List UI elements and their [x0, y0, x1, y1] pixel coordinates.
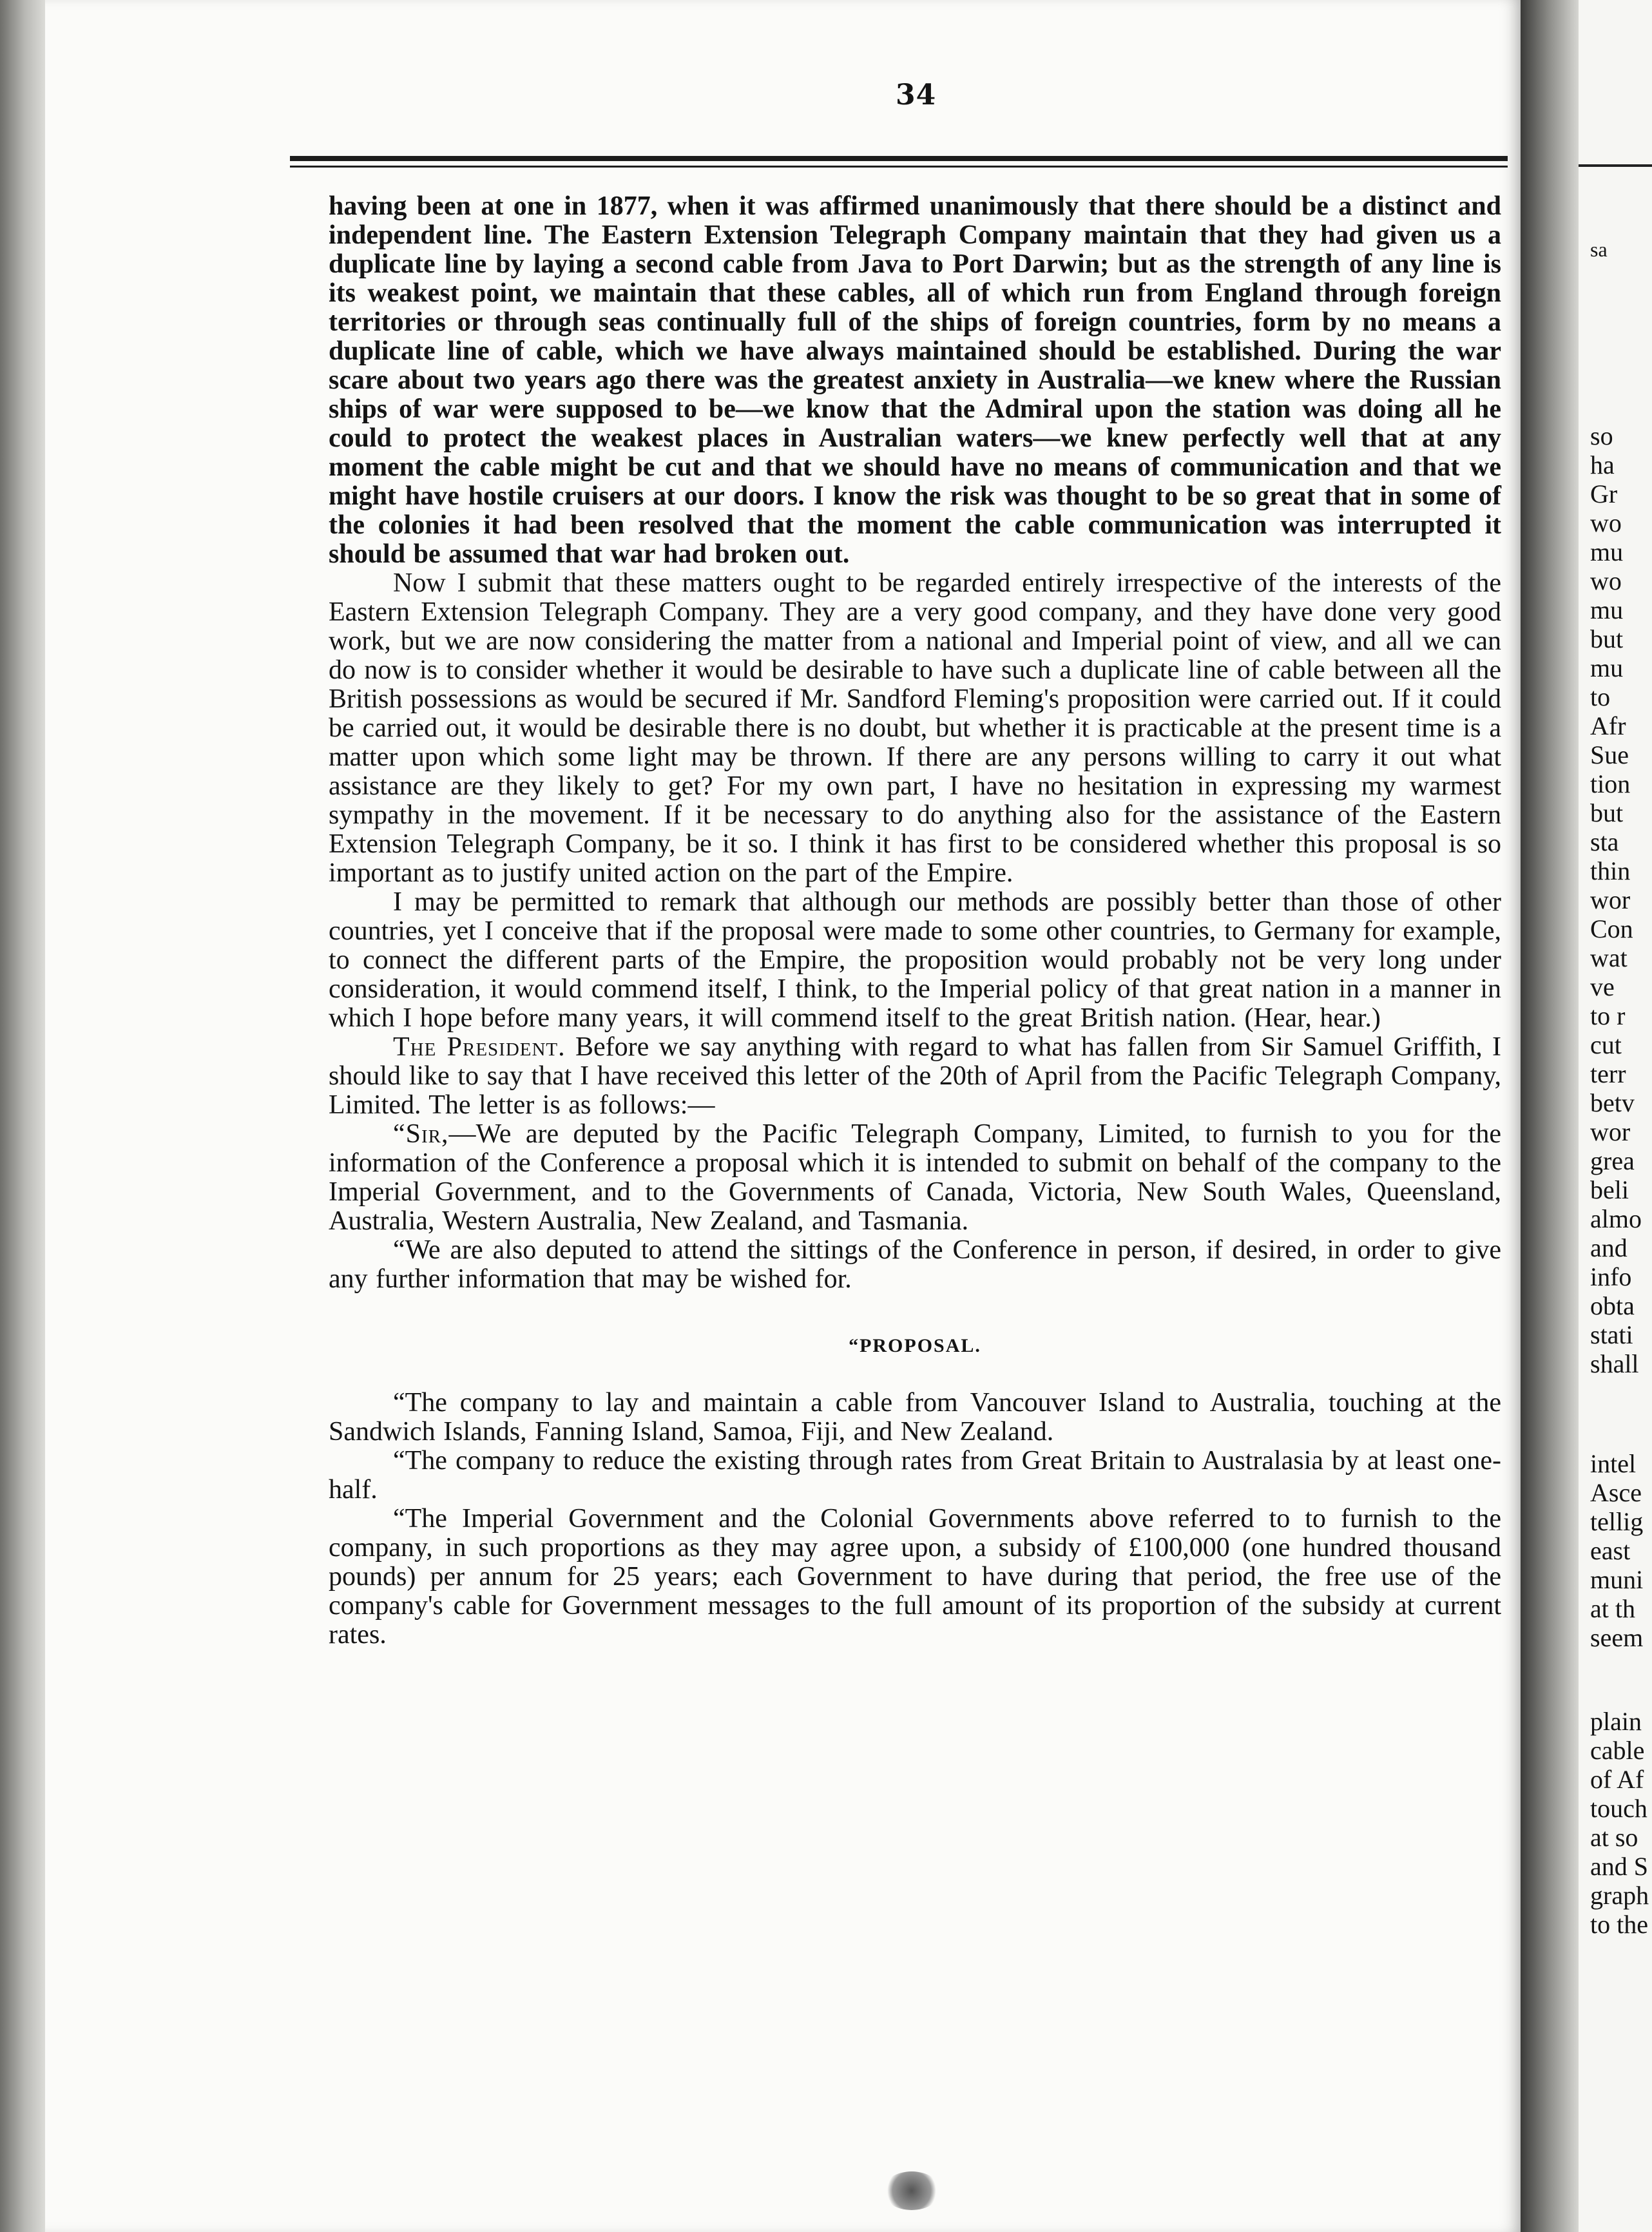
- paragraph-submission: Now I submit that these matters ought to be regarded entirely irrespective of the interests of the Eastern Extension Telegraph Company. They are a very good company, and they have done very good work, but we are now considering the matter from a national and Imperial point of view, and all we can do now is to consider whether it would be desirable to have such a duplicate line of cable between all the British possessions as would be secured if Mr. Sandford Fleming's proposition were carried out. If it could be carried out, it would be desirable there is no doubt, but whether it is practicable at the present time is a matter upon which some light may be thrown. If there are any persons willing to carry it out what assistance are they likely to get? For my own part, I have no hesitation in expressing my warmest sympathy in the movement. If it be necessary to do anything also for the assistance of the Eastern Extension Telegraph Company, be it so. I think it has first to be considered whether this proposal is so important as to justify united action on the part of the Empire.: [329, 568, 1501, 888]
- facing-line: and: [1590, 1233, 1628, 1262]
- facing-line: wor: [1590, 885, 1631, 914]
- facing-line: wo: [1590, 566, 1622, 595]
- speaker-name: The President.: [393, 1032, 566, 1062]
- facing-line: stati: [1590, 1320, 1633, 1349]
- facing-line: thin: [1590, 856, 1631, 885]
- facing-line: tellig: [1590, 1507, 1644, 1536]
- facing-line: betv: [1590, 1088, 1635, 1117]
- facing-line: ha: [1590, 450, 1615, 479]
- letter-body-1: —We are deputed by the Pacific Telegraph Company, Limited, to furnish to you for the information of the Conference a proposal which it is intended to submit on behalf of the company to the Imperial Government, and to the Governments of Canada, Victoria, New South Wales, Queensland, Australia, Western Australia, New Zealand, and Tasmania.: [329, 1119, 1501, 1236]
- facing-line: at so: [1590, 1823, 1638, 1852]
- document-page: [45, 0, 1521, 2232]
- facing-page-rule: [1579, 164, 1652, 167]
- facing-line: intel: [1590, 1449, 1637, 1478]
- facing-line: seem: [1590, 1623, 1644, 1652]
- facing-line: wat: [1590, 943, 1628, 972]
- facing-line: sa: [1590, 238, 1608, 261]
- paragraph-president: [329, 1033, 1501, 1120]
- facing-line: but: [1590, 624, 1624, 653]
- facing-line: almo: [1590, 1204, 1642, 1233]
- body-text: [329, 192, 1501, 1650]
- proposal-heading: “PROPOSAL.: [849, 1335, 981, 1356]
- facing-line: and S: [1590, 1852, 1648, 1881]
- facing-line: Con: [1590, 914, 1633, 943]
- facing-line: beli: [1590, 1175, 1629, 1204]
- binding-shadow-left: [0, 0, 45, 2232]
- facing-line: at th: [1590, 1594, 1635, 1623]
- facing-line: sta: [1590, 827, 1619, 856]
- facing-line: Sue: [1590, 740, 1629, 769]
- proposal-item-3: “The Imperial Government and the Colonial Governments above referred to to furnish to the company, in such proportions as they may agree upon, a subsidy of £100,000 (one hundred thousand pounds) per annum for 25 years; each Government to have during that period, the free use of the company's cable for Government messages to the full amount of its proportion of the subsidy at current rates.: [329, 1504, 1501, 1650]
- facing-line: Asce: [1590, 1478, 1642, 1507]
- facing-line: mu: [1590, 595, 1624, 624]
- facing-line: cable: [1590, 1736, 1645, 1765]
- header-rule-thick: [290, 156, 1508, 161]
- letter-paragraph-2: “We are also deputed to attend the sittings of the Conference in person, if desired, in order to give any further information that may be wished for.: [329, 1235, 1501, 1294]
- header-rule-thin: [290, 166, 1508, 168]
- facing-line: info: [1590, 1262, 1632, 1291]
- facing-line: mu: [1590, 653, 1624, 682]
- facing-page-edge: [1579, 0, 1652, 2232]
- facing-line: so: [1590, 421, 1613, 450]
- facing-line: tion: [1590, 769, 1631, 798]
- facing-line: grea: [1590, 1146, 1635, 1175]
- facing-line: wo: [1590, 508, 1622, 537]
- facing-line: ve: [1590, 972, 1615, 1001]
- letter-paragraph-1: [329, 1120, 1501, 1236]
- facing-line: to: [1590, 682, 1611, 711]
- facing-line: east: [1590, 1536, 1631, 1565]
- facing-line: Gr: [1590, 479, 1618, 508]
- facing-line: terr: [1590, 1059, 1626, 1088]
- proposal-item-2: “The company to reduce the existing through rates from Great Britain to Australasia by at least one-half.: [329, 1446, 1501, 1505]
- facing-line: to the: [1590, 1910, 1648, 1939]
- facing-line: shall: [1590, 1349, 1639, 1378]
- facing-line: cut: [1590, 1030, 1622, 1059]
- paragraph-remark: I may be permitted to remark that although our methods are possibly better than those of other countries, yet I conceive that if the proposal were made to some other countries, to Germany for example, to connect the different parts of the Empire, the proposition would probably not be very long under consideration, it would commend itself, I think, to the Imperial policy of that great nation in a manner in which I hope before many years, it will commend itself to the great British nation. (Hear, hear.): [329, 887, 1501, 1033]
- page-blemish: [883, 2171, 941, 2210]
- facing-line: of Af: [1590, 1765, 1644, 1794]
- facing-line: but: [1590, 798, 1624, 827]
- president-remarks: Before we say anything with regard to what has fallen from Sir Samuel Griffith, I should like to say that I have received this letter of the 20th of April from the Pacific Telegraph Company, Limited. The letter is as follows:—: [329, 1032, 1501, 1120]
- facing-line: to r: [1590, 1001, 1626, 1030]
- facing-line: obta: [1590, 1291, 1635, 1320]
- facing-line: wor: [1590, 1117, 1631, 1146]
- proposal-item-1: “The company to lay and maintain a cable from Vancouver Island to Australia, touching at the Sandwich Islands, Fanning Island, Samoa, Fiji, and New Zealand.: [329, 1388, 1501, 1447]
- paragraph-continued: having been at one in 1877, when it was affirmed unanimously that there should be a distinct and independent line. The Eastern Extension Telegraph Company maintain that they had given us a duplicate line by laying a second cable from Java to Port Darwin; but as the strength of any line is its weakest point, we maintain that these cables, all of which run from England through foreign territories or through seas continually full of the ships of foreign countries, form by no means a duplicate line of cable, which we have always maintained should be established. During the war scare about two years ago there was the greatest anxiety in Australia—we knew where the Russian ships of war were supposed to be—we know that the Admiral upon the station was doing all he could to protect the weakest places in Australian waters—we knew perfectly well that at any moment the cable might be cut and that we should have no means of communication and that we might have hostile cruisers at our doors. I know the risk was thought to be so great that in some of the colonies it had been resolved that the moment the cable communication was interrupted it should be assumed that war had broken out.: [329, 191, 1501, 569]
- page-number: 34: [896, 79, 937, 111]
- facing-line: Afr: [1590, 711, 1626, 740]
- binding-shadow-right: [1521, 0, 1579, 2232]
- facing-line: touch: [1590, 1794, 1647, 1823]
- letter-salutation: “Sir,: [393, 1119, 449, 1149]
- facing-line: mu: [1590, 537, 1624, 566]
- facing-line: muni: [1590, 1565, 1644, 1594]
- facing-line: plain: [1590, 1707, 1642, 1736]
- facing-line: graph: [1590, 1881, 1649, 1910]
